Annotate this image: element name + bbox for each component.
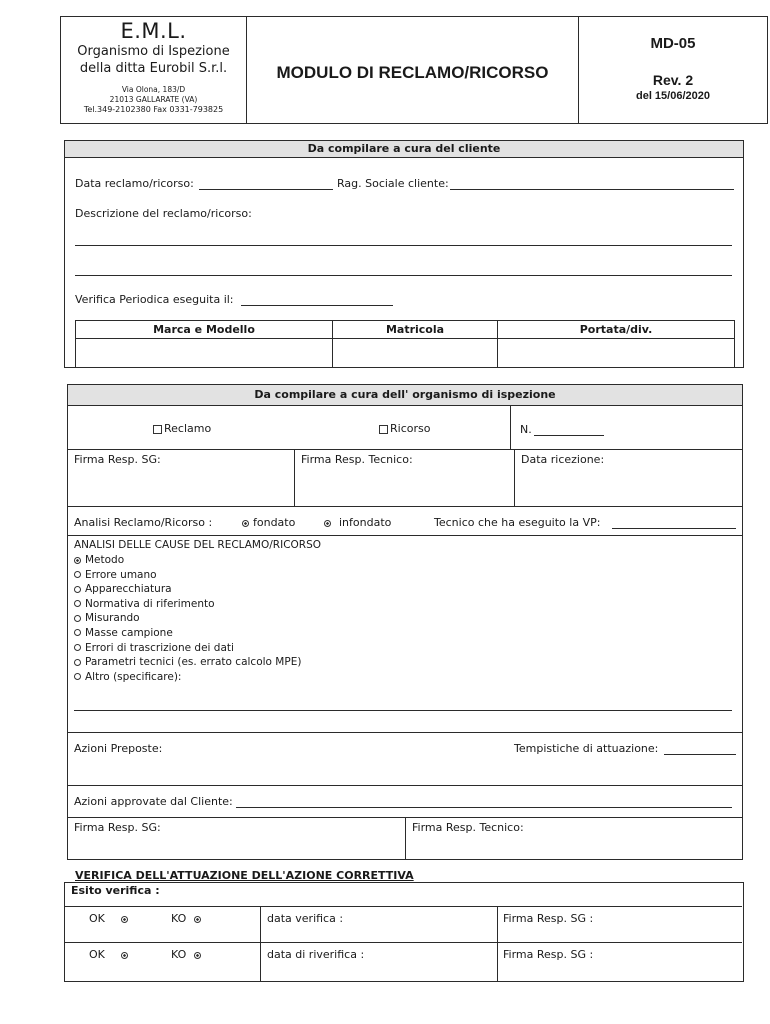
cause-radio[interactable]: [74, 557, 81, 564]
inspection-section: [67, 384, 743, 860]
address-line1: Via Olona, 183/D: [121, 85, 186, 94]
infondato-option[interactable]: infondato: [324, 516, 391, 529]
sg-signature-verification-1: Firma Resp. SG :: [503, 912, 594, 925]
cause-option[interactable]: Errore umano: [74, 568, 301, 583]
cause-option[interactable]: Parametri tecnici (es. errato calcolo MPE): [74, 655, 301, 670]
client-section-title: Da compilare a cura del cliente: [65, 141, 743, 158]
implementation-timing-label: Tempistiche di attuazione:: [514, 742, 659, 755]
cause-option[interactable]: Normativa di riferimento: [74, 597, 301, 612]
address-line2: 21013 GALLARATE (VA): [109, 95, 198, 104]
cause-option[interactable]: Misurando: [74, 611, 301, 626]
cause-option[interactable]: Metodo: [74, 553, 301, 568]
cause-list: [74, 553, 301, 684]
column-serial: Matricola: [385, 323, 445, 336]
column-capacity: Portata/div.: [579, 323, 653, 336]
fondato-option[interactable]: fondato: [242, 516, 295, 529]
document-header: [60, 16, 768, 124]
technical-signature-label: Firma Resp. Tecnico:: [301, 453, 413, 466]
company-name-field[interactable]: [450, 189, 734, 190]
fondato-radio[interactable]: [242, 520, 249, 527]
periodic-check-label: Verifica Periodica eseguita il:: [75, 293, 234, 306]
analysis-label: Analisi Reclamo/Ricorso :: [74, 516, 213, 529]
cause-radio[interactable]: [74, 659, 81, 666]
reception-date-label: Data ricezione:: [521, 453, 605, 466]
organization-block: [61, 17, 247, 123]
ok-option-2[interactable]: OK: [89, 948, 132, 961]
implementation-timing-field[interactable]: [664, 754, 736, 755]
client-section: [64, 140, 744, 368]
other-cause-line[interactable]: [74, 710, 732, 711]
description-line-1[interactable]: [75, 245, 732, 246]
ok-radio-2[interactable]: [121, 952, 128, 959]
cause-option[interactable]: Altro (specificare):: [74, 670, 301, 685]
serial-cell[interactable]: [333, 340, 497, 367]
cause-radio[interactable]: [74, 615, 81, 622]
description-line-2[interactable]: [75, 275, 732, 276]
ko-radio-1[interactable]: [194, 916, 201, 923]
inspection-section-title: Da compilare a cura dell' organismo di ispezione: [68, 385, 742, 406]
contacts: Tel.349-2102380 Fax 0331-793825: [83, 105, 224, 114]
column-brand-model: Marca e Modello: [153, 323, 255, 336]
cause-analysis-title: ANALISI DELLE CAUSE DEL RECLAMO/RICORSO: [74, 539, 322, 551]
sg-signature-label: Firma Resp. SG:: [74, 453, 161, 466]
number-label: N.: [520, 423, 532, 436]
cause-option[interactable]: Apparecchiatura: [74, 582, 301, 597]
ok-radio-1[interactable]: [121, 916, 128, 923]
reclamo-option[interactable]: Reclamo: [153, 422, 211, 435]
ricorso-checkbox[interactable]: [379, 425, 388, 434]
cause-radio[interactable]: [74, 673, 81, 680]
cause-option[interactable]: Masse campione: [74, 626, 301, 641]
periodic-check-date-field[interactable]: [241, 305, 393, 306]
revision-number: Rev. 2: [652, 72, 694, 88]
sg-signature-label-2: Firma Resp. SG:: [74, 821, 161, 834]
organization-logo: E.M.L.: [120, 19, 187, 43]
reverification-date-label: data di riverifica :: [267, 948, 365, 961]
verification-title: VERIFICA DELL'ATTUAZIONE DELL'AZIONE CORRETTIVA: [75, 869, 414, 882]
infondato-radio[interactable]: [324, 520, 331, 527]
title-block: [247, 17, 579, 123]
revision-block: [579, 17, 767, 123]
ko-radio-2[interactable]: [194, 952, 201, 959]
organization-name-line2: della ditta Eurobil S.r.l.: [79, 61, 228, 76]
approved-actions-field[interactable]: [236, 807, 732, 808]
ricorso-option[interactable]: Ricorso: [379, 422, 430, 435]
technician-vp-field[interactable]: [612, 528, 736, 529]
proposed-actions-label: Azioni Preposte:: [74, 742, 163, 755]
cause-radio[interactable]: [74, 629, 81, 636]
complaint-date-field[interactable]: [199, 189, 333, 190]
description-label: Descrizione del reclamo/ricorso:: [75, 207, 252, 220]
cause-radio[interactable]: [74, 644, 81, 651]
technical-signature-label-2: Firma Resp. Tecnico:: [412, 821, 524, 834]
document-code: MD-05: [650, 35, 696, 52]
ko-option-1[interactable]: KO: [171, 912, 205, 925]
complaint-date-label: Data reclamo/ricorso:: [75, 177, 194, 190]
approved-actions-label: Azioni approvate dal Cliente:: [74, 795, 233, 808]
sg-signature-verification-2: Firma Resp. SG :: [503, 948, 594, 961]
cause-radio[interactable]: [74, 600, 81, 607]
brand-model-cell[interactable]: [76, 340, 332, 367]
number-field[interactable]: [534, 435, 604, 436]
organization-name-line1: Organismo di Ispezione: [77, 44, 230, 59]
revision-date: del 15/06/2020: [635, 90, 710, 102]
document-title: MODULO DI RECLAMO/RICORSO: [276, 63, 549, 82]
verification-outcome-label: Esito verifica :: [71, 884, 160, 897]
cause-option[interactable]: Errori di trascrizione dei dati: [74, 641, 301, 656]
capacity-cell[interactable]: [498, 340, 734, 367]
verification-date-label: data verifica :: [267, 912, 344, 925]
ok-option-1[interactable]: OK: [89, 912, 132, 925]
company-name-label: Rag. Sociale cliente:: [337, 177, 449, 190]
ko-option-2[interactable]: KO: [171, 948, 205, 961]
technician-vp-label: Tecnico che ha eseguito la VP:: [434, 516, 601, 529]
verification-table: [64, 882, 744, 982]
cause-radio[interactable]: [74, 586, 81, 593]
equipment-table: [75, 320, 735, 368]
reclamo-checkbox[interactable]: [153, 425, 162, 434]
cause-radio[interactable]: [74, 571, 81, 578]
